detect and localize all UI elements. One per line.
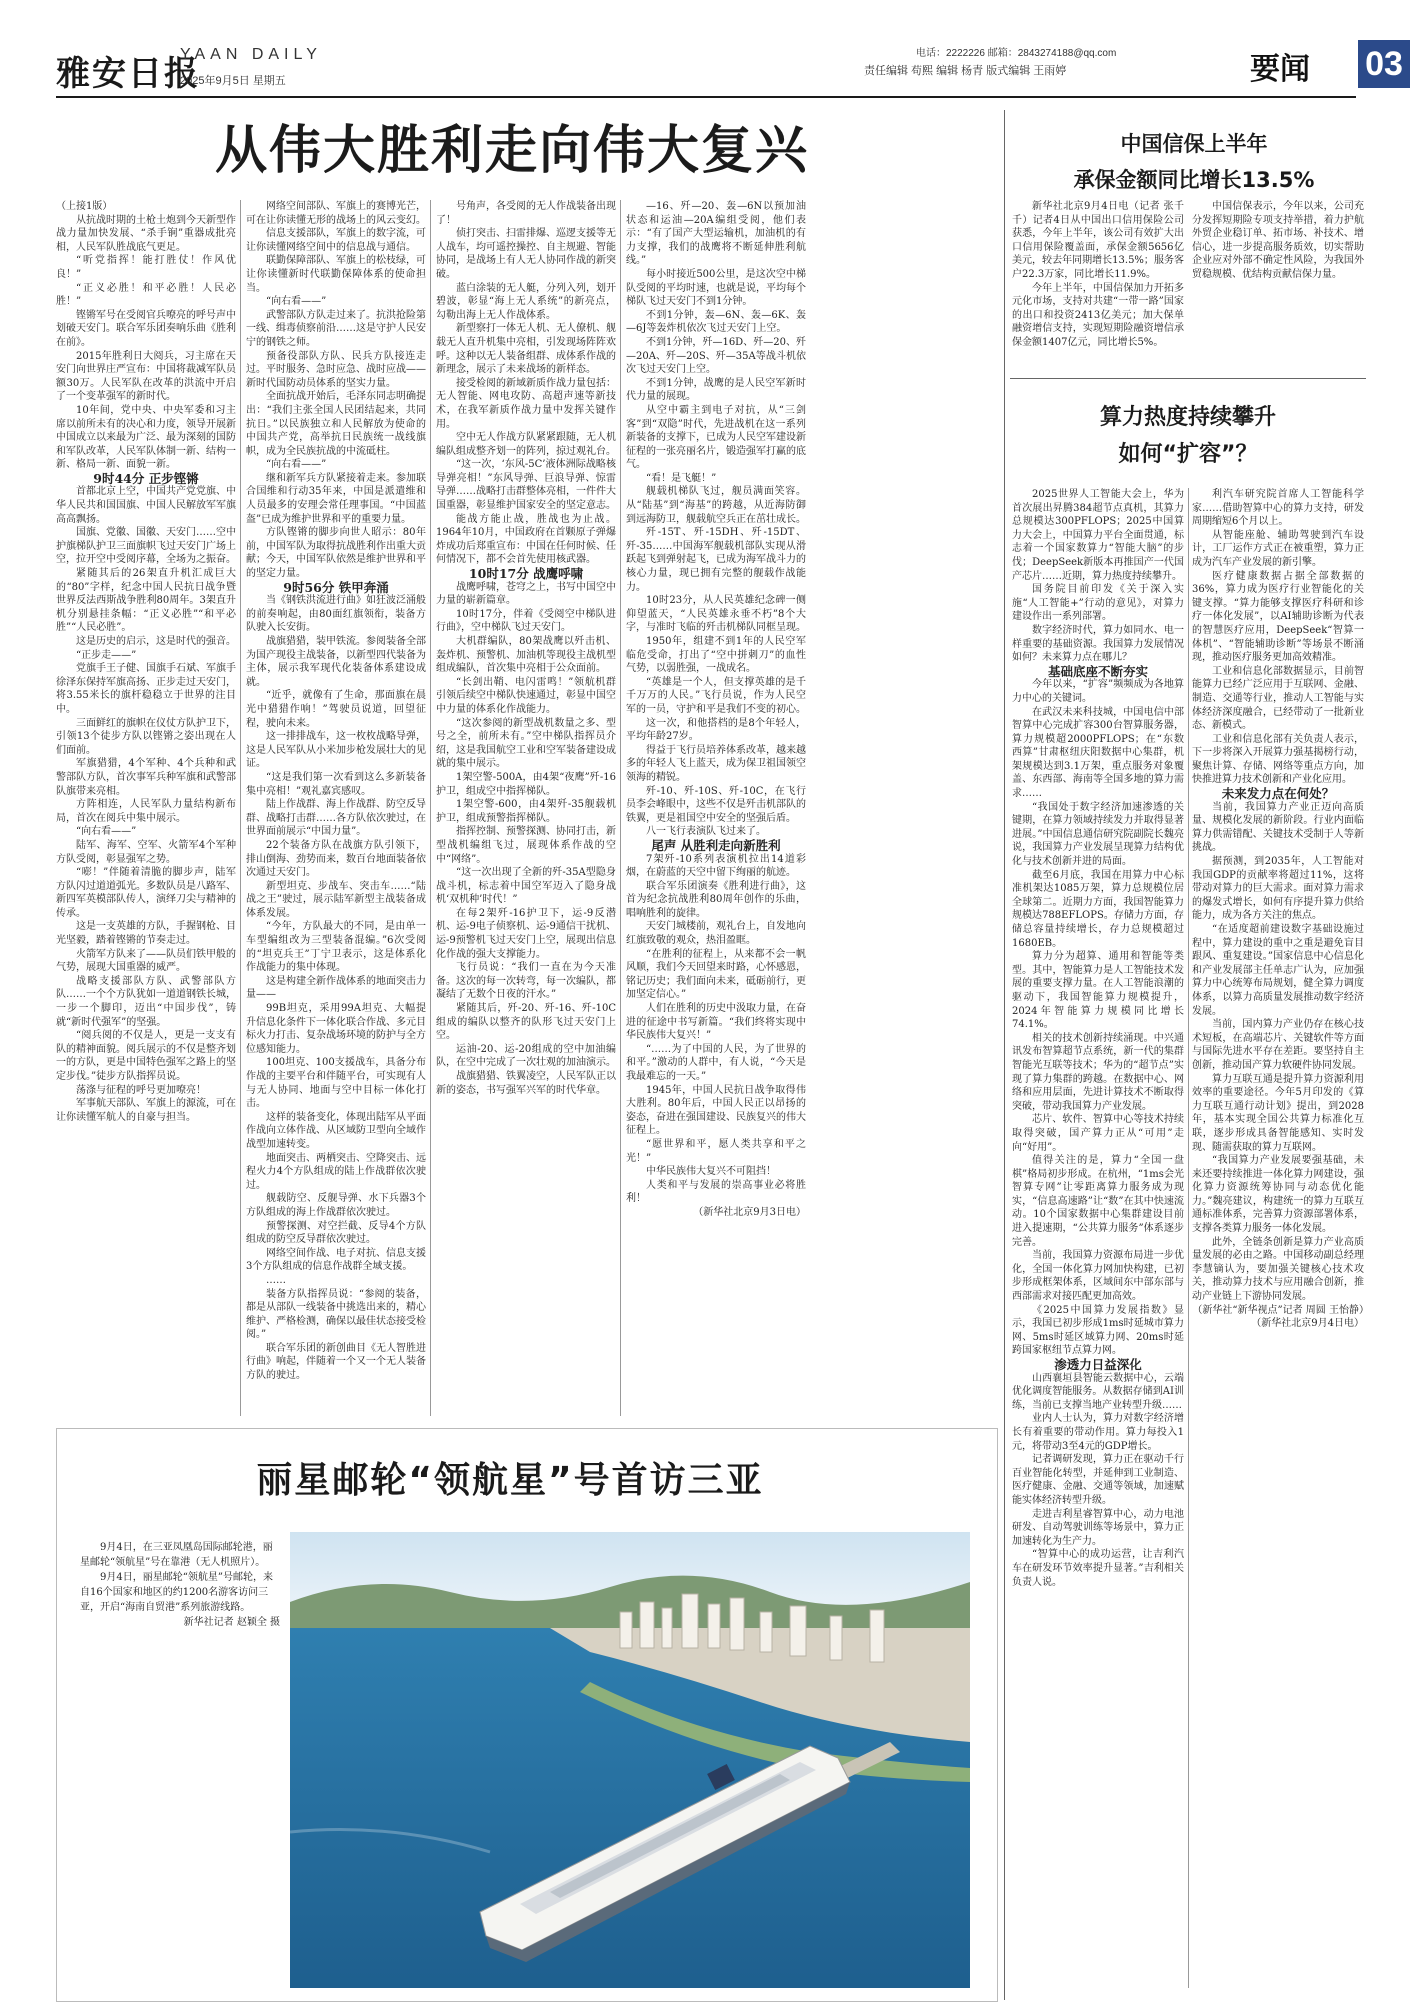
paragraph: 八一飞行表演队飞过来了。 xyxy=(646,826,766,838)
paragraph: 地面突击、两栖突击、空降突击、远程火力4个方队组成的陆上作战群依次驶过。 xyxy=(246,1152,426,1191)
paragraph: 值得关注的是，算力“全国一盘棋”格局初步形成。在杭州，“1ms会光智算专网”让零距离算力服务成为现实，“信息高速路”让“数”在其中快速流动。10个国家数据中心集群建设目前进入提速期，“公共算力服务”体系逐步完善。 xyxy=(1012,1155,1184,1248)
paragraph: 指挥控制、预警探测、协同打击，新型战机编组飞过，展现体系作战的空中“网络”。 xyxy=(436,826,616,865)
paragraph: “我国处于数字经济加速渗透的关键期，在算力领域持续发力并取得显著进展。”中国信息通信研究院副院长魏亮说，我国算力产业发展呈现算力结构优化与技术创新并进的局面。 xyxy=(1012,801,1184,868)
main-story-column-3 xyxy=(436,200,616,1416)
compute-story-column-2 xyxy=(1192,488,1364,1988)
paragraph: 三面鲜红的旗帜在仪仗方队护卫下，引领13个徒步方队以铿锵之姿出现在人们面前。 xyxy=(56,717,236,756)
compute-subhead-1: 基础底座不断夯实 xyxy=(1047,663,1148,679)
paragraph: “在胜利的征程上，从来都不会一帆风顺，我们今天回望来时路，心怀感恩，铭记历史；我们面向未来，砥砺前行，更加坚定信心。” xyxy=(626,948,806,1001)
paragraph: 工业和信息化部有关负责人表示，下一步将深入开展算力强基揭榜行动，聚焦计算、存储、网络等重点方向，加快推进算力技术创新和产业化应用。 xyxy=(1192,733,1364,786)
paragraph: 10时17分，伴着《受阅空中梯队进行曲》，空中梯队飞过天安门。 xyxy=(436,608,616,634)
subhead-2: 9时56分 铁甲奔涌 xyxy=(283,579,389,595)
paragraph: 舰载防空、反舰导弹、水下兵器3个方队组成的海上作战群依次驶过。 xyxy=(246,1193,426,1218)
col2-paragraphs xyxy=(246,200,426,581)
insurance-paragraphs-b xyxy=(1192,200,1364,282)
paragraph: 100坦克、100支援战车，具备分布作战的主要平台和伴随平台，可实现有人与无人协同、地面与空中目标一体化打击。 xyxy=(246,1057,426,1110)
paragraph: 99B坦克，采用99A坦克、大幅提升信息化条件下一体化联合作战、多元目标火力打击、复杂战场环境的防护与全方位感知能力。 xyxy=(246,1003,426,1055)
paragraph: 在每2架歼-16护卫下，运-9反潜机、运-9电子侦察机、运-9通信干扰机、运-9预警机飞过天安门上空，展现出信息化作战的强大支撑能力。 xyxy=(436,907,616,960)
insurance-paragraphs-a xyxy=(1012,200,1184,350)
col1-paragraphs xyxy=(56,214,236,472)
paragraph: 1950年，组建不到1年的人民空军临危受命，打出了“空中拼刺刀”的血性气势，以弱胜强，一战成名。 xyxy=(626,636,806,675)
paragraph: “……为了中国的人民，为了世界的和平。”激动的人群中，有人说，“今天是我最难忘的一天。” xyxy=(626,1043,806,1082)
paragraph: 歼-15T、歼-15DH、歼-15DT、歼-35……中国海军舰载机部队实现从滑跃起飞到弹射起飞，已成为海军战斗力的核心力量，现已拥有完整的舰载作战能力。 xyxy=(626,527,806,593)
paragraph: 业内人士认为，算力对数字经济增长有着重要的带动作用。算力每投入1元，将带动3至4元的GDP增长。 xyxy=(1012,1413,1184,1452)
paragraph: 紧随其后，歼-20、歼-16、歼-10C组成的编队以整齐的队形飞过天安门上空。 xyxy=(436,1003,616,1042)
paragraph: 中华民族伟大复兴不可阻挡！ xyxy=(646,1166,776,1178)
paragraph: “近乎，就像有了生命，那面旗在晨光中猎猎作响！”驾驶员说道，回望征程，驶向未来。 xyxy=(246,690,426,729)
section-rule-horizontal xyxy=(1010,378,1366,379)
paragraph: 这是历史的启示，这是时代的强音。 xyxy=(76,636,236,647)
main-headline: 从伟大胜利走向伟大复兴 xyxy=(214,121,809,181)
paragraph: 7架歼-10系列表演机拉出14道彩烟，在蔚蓝的天空中留下绚丽的航迹。 xyxy=(626,853,806,879)
paragraph: 从空中霸主到电子对抗，从“三剑客”到“双隐”时代，先进战机在这一系列新装备的支撑下，已成为人民空军建设新征程的一张亮丽名片，锻造强军打赢的底气。 xyxy=(626,404,806,471)
col1-paragraphs-b xyxy=(56,485,236,1124)
paragraph: “正步走——” xyxy=(76,649,137,661)
paragraph: 工业和信息化部数据显示，目前智能算力已经广泛应用于互联网、金融、制造、交通等行业，推动人工智能与实体经济深度融合，已经带动了一批新业态、新模式。 xyxy=(1192,665,1364,732)
column-rule xyxy=(1188,488,1189,1988)
paragraph: “我国算力产业发展要强基础，未来还要持续推进一体化算力网建设，强化算力资源统筹协同与动态优化能力。”魏亮建议，构建统一的算力互联互通标准体系，完善算力资源部署体系，支撑各类算力服务一体化发展。 xyxy=(1192,1155,1364,1235)
page-number-badge: 03 xyxy=(1358,40,1410,88)
paragraph: 新华社北京9月4日电（记者 张千千）记者4日从中国出口信用保险公司获悉，今年上半年，该公司有效扩大出口信用保险覆盖面，承保金额5656亿美元，较去年同期增长13.5%；服务客户22.3万家，同比增长11.9%。 xyxy=(1012,201,1184,280)
compute-paragraphs-a xyxy=(1012,488,1184,665)
column-rule xyxy=(620,200,621,1416)
paragraph: 铿锵军号在受阅官兵嘹亮的呼号声中划破天安门。联合军乐团奏响乐曲《胜利在前》。 xyxy=(56,309,236,348)
compute-paragraphs-b xyxy=(1192,488,1364,787)
paragraph: 此外，全链条创新是算力产业高质量发展的必由之路。中国移动副总经理李慧镝认为，要加强关键核心技术攻关，推动算力技术与应用融合创新，推动产业链上下游协同发展。 xyxy=(1192,1236,1364,1303)
paragraph: “看！是飞艇！” xyxy=(646,472,717,484)
compute-story-column-1 xyxy=(1012,488,1184,1988)
cruise-ship-photo xyxy=(290,1532,970,1988)
paragraph: 大机群编队，80架战鹰以歼击机、轰炸机、预警机、加油机等现役主战机型组成编队，首次集中亮相于公众面前。 xyxy=(436,636,616,675)
paragraph: 当前，我国算力产业正迈向高质量、规模化发展的新阶段。行业内面临算力供需错配、关键技术受制于人等新挑战。 xyxy=(1192,801,1364,854)
paragraph: “向右看——” xyxy=(76,826,137,838)
paragraph: 利汽车研究院首席人工智能科学家……借助智算中心的算力支持，研发周期缩短6个月以上。 xyxy=(1192,489,1364,528)
subhead-3: 10时17分 战鹰呼啸 xyxy=(468,566,584,582)
paragraph: 新型察打一体无人机、无人僚机、舰载无人直升机集中亮相，引发现场阵阵欢呼。这种以无人装备组群、成体系作战的新理念，展示了未来战场的新样态。 xyxy=(436,323,616,376)
paragraph: 不到1分钟，歼—16D、歼—20、歼—20A、歼—20S、歼—35A等战斗机依次飞过天安门上空。 xyxy=(626,336,806,376)
photo-story-headline: 丽星邮轮“领航星”号首访三亚 xyxy=(256,1460,764,1501)
compute-headline-line1: 算力热度持续攀升 xyxy=(1099,405,1276,430)
paragraph: 今年上半年，中国信保加力开拓多元化市场，支持对共建“一带一路”国家的出口和投资2413亿美元；加大保单融资增信支持，实现短期险融资增信承保金额1407亿元，同比增长5%。 xyxy=(1012,282,1184,348)
compute-subhead-2: 未来发力点在何处？ xyxy=(1221,786,1335,802)
paragraph: 10时23分，从人民英雄纪念碑一侧仰望蓝天，“人民英雄永垂不朽”8个大字，与准时飞临的歼击机梯队同框呈现。 xyxy=(626,595,806,634)
compute-dateline: （新华社“新华视点”记者 周圆 王怡静）（新华社北京9月4日电） xyxy=(1192,1304,1364,1330)
paragraph: 火箭军方队来了——队员们铁甲般的气势，展现大国重器的威严。 xyxy=(56,948,236,974)
paragraph: 截至6月底，我国在用算力中心标准机架达1085万架，算力总规模位居全球第二。近期力方面，我国智能算力规模达788EFLOPS。存储力方面，存储总容量持续增长，存力总规模超过1680EB。 xyxy=(1012,869,1184,949)
paragraph: 据预测，到2035年，人工智能对我国GDP的贡献率将超过11%，这将带动对算力的巨大需求。面对算力需求的爆发式增长，如何有序提升算力供给能力，成为各方关注的焦点。 xyxy=(1192,856,1364,922)
masthead-rule xyxy=(56,96,1356,98)
paragraph: 22个装备方队在战旗方队引领下，排山倒海、劲势而来，数百台地面装备依次通过天安门。 xyxy=(246,839,426,879)
main-story-column-4 xyxy=(626,200,806,1416)
paragraph: 算力分为超算、通用和智能等类型。其中，智能算力是人工智能技术发展的重要支撑力量。在人工智能浪潮的驱动下，我国智能算力规模提升，2024年智能算力规模同比增长74.1%。 xyxy=(1012,951,1184,1031)
paragraph: 舰载机梯队飞过，舰员满面笑容。从“陆基”到“海基”的跨越，从近海防御到远海防卫，舰载航空兵正在茁壮成长。 xyxy=(626,486,806,525)
paragraph: …… xyxy=(266,1274,286,1286)
col3-paragraphs xyxy=(436,200,616,567)
compute-headline xyxy=(1012,400,1364,468)
paragraph: 全面抗战开始后，毛泽东同志明确提出：“我们主张全国人民团结起来，共同抗日。”以民族独立和人民解放为使命的中国共产党，高举抗日民族统一战线旗帜，成为全民族抗战的中流砥柱。 xyxy=(246,391,426,457)
paragraph: 联合军乐团的新创曲目《无人智胜进行曲》响起，伴随着一个又一个无人装备方队的驶过。 xyxy=(246,1342,426,1382)
paragraph: 不到1分钟，战鹰的是人民空军新时代力量的展现。 xyxy=(626,377,806,403)
compute-paragraphs-a-b xyxy=(1012,678,1184,1358)
paragraph: 侦打突击、扫雷排爆、巡逻支援等无人战车，均可遥控操控、自主规避、智能协同，是战场上有人无人协同作战的新突破。 xyxy=(436,228,616,280)
paragraph: 当前，国内算力产业仍存在核心技术短板，在高端芯片、关键软件等方面与国际先进水平存在差距。要坚持自主创新，推动国产算力软硬件协同发展。 xyxy=(1192,1019,1364,1071)
paragraph: 今年以来，“扩容”频频成为各地算力中心的关键词。 xyxy=(1012,679,1184,704)
compute-paragraphs-b-b xyxy=(1192,801,1364,1304)
paragraph: 这样的装备变化，体现出陆军从平面作战向立体作战、从区域防卫型向全域作战型加速转变。 xyxy=(246,1111,426,1150)
paragraph: 从智能座舱、辅助驾驶到汽车设计，工厂运作方式正在被重塑，算力正成为汽车产业发展的新引擎。 xyxy=(1192,529,1364,568)
paragraph: 信息支援部队，军旗上的数字流，可让你读懂网络空间中的信息战与通信。 xyxy=(246,228,426,253)
paragraph: 战旗猎猎、铁翼凌空，人民军队正以新的姿态，书写强军兴军的时代华章。 xyxy=(436,1071,616,1096)
photo-credit: 新华社记者 赵颖全 摄 xyxy=(183,1617,280,1628)
subhead-4: 尾声 从胜利走向新胜利 xyxy=(651,837,781,853)
compute-subhead-3: 渗透力日益深化 xyxy=(1054,1357,1142,1372)
insurance-story-column-2 xyxy=(1192,200,1364,366)
paragraph: “这是我们第一次看到这么多新装备集中亮相！”观礼嘉宾感叹。 xyxy=(246,771,426,797)
paragraph: 这是一支英雄的方队，手握钢枪、目光坚毅，踏着铿锵的节奏走过。 xyxy=(56,921,236,947)
paragraph: 这是构建全新作战体系的地面突击力量—— xyxy=(246,975,426,1001)
paragraph: “嘭！”伴随着清脆的脚步声，陆军方队闪过道道弧光。多数队员是八路军、新四军英模部队传人，演绎刀尖与精神的传承。 xyxy=(56,867,236,919)
col4-paragraphs xyxy=(626,200,806,839)
paragraph: “在适度超前建设数字基础设施过程中，算力建设的重中之重是避免盲目跟风、重复建设。”国家信息中心信息化和产业发展部主任单志广认为，应加强算力中心统筹布局规划，健全算力调度体系，以算力高质量发展推动数字经济发展。 xyxy=(1192,924,1364,1017)
paragraph: 国旗、党徽、国徽、天安门……空中护旗梯队护卫三面旗帜飞过天安门广场上空，拉开空中受阅序幕，全场为之振奋。 xyxy=(56,527,236,566)
paragraph: 新型坦克、步战车、突击车……“陆战之王”驶过，展示陆军新型主战装备成体系发展。 xyxy=(246,880,426,919)
paragraph: 人类和平与发展的崇高事业必将胜利！ xyxy=(626,1179,806,1205)
paragraph: “阅兵阅的不仅是人，更是一支支有队的精神面貌。阅兵展示的不仅是整齐划一的方队，更是中国特色强军之路上的坚定步伐。”徒步方队指挥员说。 xyxy=(56,1030,236,1082)
photo-caption-2: 9月4日，丽星邮轮“领航星”号邮轮，来自16个国家和地区的约1200名游客访问三亚，开启“海南自贸港”系列旅游线路。 xyxy=(80,1572,273,1613)
lead-tag: （上接1版） xyxy=(56,201,113,212)
paragraph: 继和新军兵方队紧接着走来。参加联合国维和行动35年来，中国是派遣维和人员最多的安理会常任理事国。“中国蓝盔”已成为维护世界和平的重要力量。 xyxy=(246,472,426,525)
paragraph: 歼-10、歼-10S、歼-10C，在飞行员李会峰眼中，这些不仅是歼击机部队的铁翼，更是祖国空中安全的坚强后盾。 xyxy=(626,785,806,824)
paragraph: 医疗健康数据占据全部数据的36%，算力成为医疗行业智能化的关键支撑。“算力能够支撑医疗科研和诊疗一体化发展”，以AI辅助诊断为代表的智慧医疗应用，DeepSeek“智算一体机”、“智能辅助诊断”等场景不断涌现，推动医疗服务更加高效精准。 xyxy=(1192,570,1364,664)
paragraph: “今年，方队最大的不同，是由单一车型编组改为三型装备混编。”6次受阅的“坦克兵王”丁宁卫表示，这是体系化作战能力的集中体现。 xyxy=(246,921,426,974)
paragraph: 在武汉未来科技城，中国电信中部智算中心完成扩容300台智算服务器，算力规模超2000PFLOPS；在“东数西算”甘肃枢纽庆阳数据中心集群，机架规模达到3.1万架，重点服务对象覆盖、东西部、海南等全国多地的算力需求…… xyxy=(1012,706,1184,800)
paragraph: 山西襄垣县智能云数据中心，云端优化调度智能服务。从数据存储到AI训练，当前已支撑当地产业转型升级…… xyxy=(1012,1372,1184,1411)
paragraph: 1架空警-500A，由4架“夜鹰”歼-16护卫，组成空中指挥梯队。 xyxy=(436,771,616,797)
paragraph: 中国信保表示，今年以来，公司充分发挥短期险专项支持举措，着力护航外贸企业稳订单、拓市场、补技术、增信心，进一步提高服务质效，切实帮助企业应对外部不确定性风险，为我国外贸稳规模、优结构贡献信保力量。 xyxy=(1192,201,1364,280)
paragraph: 当《钢铁洪流进行曲》如狂波泛涌般的前奏响起，由80面红旗领衔，装备方队驶入长安街。 xyxy=(246,595,426,634)
masthead-english-name: YAAN DAILY xyxy=(180,46,322,63)
paragraph: “智算中心的成功运营，让吉利汽车在研发环节效率提升显著。”吉利相关负责人说。 xyxy=(1012,1549,1184,1588)
paragraph: 网络空间部队、军旗上的赛博光芒，可在让你读懂无形的战场上的风云变幻。 xyxy=(246,201,426,226)
paragraph: 1945年，中国人民抗日战争取得伟大胜利。80年后，中国人民正以昂扬的姿态，奋进在强国建设、民族复兴的伟大征程上。 xyxy=(626,1084,806,1137)
section-name: 要闻 xyxy=(1250,52,1310,87)
paragraph: 1架空警-600，由4架歼-35舰载机护卫，组成预警指挥梯队。 xyxy=(436,799,616,824)
contact-info: 电话：2222226 邮箱：2843274188@qq.com xyxy=(916,48,1117,59)
col3-paragraphs-b xyxy=(436,581,616,1098)
insurance-headline xyxy=(1024,128,1364,194)
paragraph: 2015年胜利日大阅兵，习主席在天安门向世界庄严宣布：中国将裁减军队员额30万。人民军队在改革的洪流中开启了一个变革强军的新时代。 xyxy=(56,350,236,403)
editor-credits: 责任编辑 苟熙 编辑 杨青 版式编辑 王雨婷 xyxy=(864,65,1067,77)
paragraph: 战鹰呼啸，苍穹之上，书写中国空中力量的崭新篇章。 xyxy=(436,581,616,607)
paragraph: 方队铿锵的脚步向世人昭示：80年前，中国军队为取得抗战胜利作出重大贡献；今天，中国军队依然是维护世界和平的坚定力量。 xyxy=(246,527,426,580)
paragraph: 战旗猎猎，装甲铁流。参阅装备全部为国产现役主战装备，以新型四代装备为主体，展示我军现代化装备体系建设成就。 xyxy=(246,636,426,688)
paragraph: 首都北京上空，中国共产党党旗、中华人民共和国国旗、中国人民解放军军旗高高飘扬。 xyxy=(56,486,236,525)
paragraph: 天安门城楼前，观礼台上，自发地向红旗致敬的观众，热泪盈眶。 xyxy=(626,921,806,947)
column-rule xyxy=(430,200,431,1416)
paragraph: 这一排排战车，这一枚枚战略导弹，这是人民军队从小米加步枪发展壮大的见证。 xyxy=(246,731,426,770)
paragraph: 每小时接近500公里，是这次空中梯队受阅的平均时速，也就是说，平均每个梯队飞过天安门不到1分钟。 xyxy=(626,268,806,308)
paragraph: 数字经济时代，算力如同水、电一样重要的基础资源。我国算力发展情况如何？未来算力点在哪儿？ xyxy=(1012,624,1184,664)
photo-caption xyxy=(80,1540,280,1630)
column-rule xyxy=(240,200,241,1416)
paragraph: “长剑出鞘、电闪雷鸣！”领航机群引领后续空中梯队快速通过，彰显中国空中力量的体系化作战能力。 xyxy=(436,676,616,715)
paragraph: 陆上作战群、海上作战群、防空反导群、战略打击群……各方队依次驶过，在世界面前展示“中国力量”。 xyxy=(246,799,426,838)
publication-date: 2025年9月5日 星期五 xyxy=(180,75,286,87)
paragraph: 党旗手王子健、国旗手石斌、军旗手徐泽东保持军旗高扬、正步走过天安门，将3.55米长的旗杆稳稳立于世界的注目中。 xyxy=(56,663,236,715)
paragraph: 紧随其后的26架直升机汇成巨大的“80”字样，纪念中国人民抗日战争暨世界反法西斯战争胜利80周年。3架直升机分别悬挂条幅：“正义必胜”“和平必胜”“人民必胜”。 xyxy=(56,568,236,634)
paragraph: 蓝白涂装的无人艇，分列入列，划开碧波，彰显“海上无人系统”的新亮点，勾勒出海上无人作战体系。 xyxy=(436,282,616,321)
subhead-1: 9时44分 正步铿锵 xyxy=(93,470,199,486)
main-story-column-2 xyxy=(246,200,426,1416)
paragraph: 算力互联互通是提升算力资源利用效率的重要途径。今年5月印发的《算力互联互通行动计划》提出，到2028年，基本实现全国公共算力标准化互联，逐步形成具备智能感知、实时发现、随需获取的算力互联网。 xyxy=(1192,1073,1364,1153)
paragraph: 空中无人作战方队紧紧跟随，无人机编队组成整齐划一的阵列，掠过观礼台。 xyxy=(436,432,616,457)
paragraph: 当前，我国算力资源布局进一步优化，全国一体化算力网加快构建，已初步形成框架体系，区域间东中部东部与西部需求对接匹配更加高效。 xyxy=(1012,1250,1184,1303)
paragraph: 飞行员说：“我们一直在为今天准备。这次的每一次转弯，每一次编队，都凝结了无数个日夜的汗水。” xyxy=(436,962,616,1001)
paragraph: “向右看——” xyxy=(266,296,327,308)
col4-paragraphs-b xyxy=(626,853,806,1206)
paragraph: 《2025中国算力发展指数》显示，我国已初步形成1ms时延城市算力网、5ms时延区域算力网、20ms时延跨国家枢纽节点算力网。 xyxy=(1012,1304,1184,1357)
main-story-column-1 xyxy=(56,200,236,1416)
paragraph: 军旗猎猎，4个军种、4个兵种和武警部队方队，首次事军兵种军旗和武警部队旗带来亮相。 xyxy=(56,758,236,797)
paragraph: 10年间，党中央、中央军委和习主席以前所未有的决心和力度，领导开展新中国成立以来最为广泛、最为深刻的国防和军队改革，人民军队体制一新、结构一新、格局一新、面貌一新。 xyxy=(56,404,236,471)
paragraph: 联合军乐团演奏《胜利进行曲》，这首为纪念抗战胜利80周年创作的乐曲，唱响胜利的旋律。 xyxy=(626,880,806,919)
paragraph: 从抗战时期的土枪土炮到今天新型作战力量加快发展、“杀手锏”重器成批亮相，人民军队胜战底气更足。 xyxy=(56,214,236,253)
paragraph: 战略支援部队方队、武警部队方队……一个个方队犹如一道道钢铁长城，一步一个脚印，迈出“中国步伐”，铸就“新时代强军”的坚强。 xyxy=(56,975,236,1028)
paragraph: 军事航天部队、军旗上的源流，可在让你读懂军航人的自豪与担当。 xyxy=(56,1098,236,1123)
paragraph: 相关的技术创新持续涌现。中兴通讯发布智算超节点系统，新一代的集群智能光互联等技术；华为的“超节点”实现了算力集群的跨越。在数据中心、网络和应用层面，先进计算技术不断取得突破，带动我国算力产业发展。 xyxy=(1012,1032,1184,1112)
paragraph: “这一次出现了全新的歼-35A型隐身战斗机，标志着中国空军迈入了隐身战机‘双机种’时代！” xyxy=(436,867,616,906)
paragraph: 不到1分钟，轰—6N、轰—6K、轰—6J等轰炸机依次飞过天安门上空。 xyxy=(626,309,806,335)
paragraph: 能战方能止战，胜战也为止战。1964年10月，中国政府在首颗原子弹爆炸成功后郑重宣布：中国在任何时候、任何情况下，都不会首先使用核武器。 xyxy=(436,513,616,566)
masthead xyxy=(56,40,1403,94)
paragraph: 荡涤与征程的呼号更加嘹亮！ xyxy=(76,1084,206,1096)
paragraph: “向右看——” xyxy=(266,459,327,471)
paragraph: 联勤保障部队、军旗上的松枝绿，可让你读懂新时代联勤保障体系的使命担当。 xyxy=(246,255,426,294)
masthead-logo: 雅安日报 xyxy=(56,54,200,94)
paragraph: 接受检阅的新域新质作战力量包括：无人智能、网电攻防、高超声速等新技术，在我军新质作战力量中发挥关键作用。 xyxy=(436,377,616,430)
insurance-headline-line2: 承保金额同比增长13.5% xyxy=(1073,168,1315,192)
paragraph: “听党指挥！能打胜仗！作风优良！” xyxy=(56,255,236,280)
compute-headline-line2: 如何“扩容”？ xyxy=(1118,442,1258,467)
insurance-story-column-1 xyxy=(1012,200,1184,366)
paragraph: 武警部队方队走过来了。抗洪抢险第一线、缉毒侦察前沿……这是守护人民安宁的钢铁之师。 xyxy=(246,309,426,348)
paragraph: 得益于飞行员培养体系改革，越来越多的年轻人飞上蓝天，成为保卫祖国领空领海的精锐。 xyxy=(626,744,806,783)
paragraph: 陆军、海军、空军、火箭军4个军种方队受阅，彰显强军之势。 xyxy=(56,839,236,865)
paragraph: 国务院目前印发《关于深入实施“人工智能+”行动的意见》，对算力建设作出一系列部署。 xyxy=(1012,584,1184,623)
paragraph: 装备方队指挥员说：“参阅的装备，都是从部队一线装备中挑选出来的，精心维护、严格检测，确保以最佳状态接受检阅。” xyxy=(246,1288,426,1341)
paragraph: 走进吉利星睿智算中心，动力电池研发、自动驾驶训练等场景中，算力正加速转化为生产力。 xyxy=(1012,1508,1184,1547)
paragraph: “英雄是一个人，但支撑英雄的是千千万万的人民。”飞行员说，作为人民空军的一员，守护和平是我们不变的初心。 xyxy=(626,676,806,715)
paragraph: “愿世界和平，愿人类共享和平之光！” xyxy=(626,1138,806,1164)
col2-paragraphs-b xyxy=(246,594,426,1382)
section-rule xyxy=(1004,110,1005,2000)
paragraph: 记者调研发现，算力正在驱动千行百业智能化转型，并延伸到工业制造、医疗健康、金融、交通等领域，加速赋能实体经济转型升级。 xyxy=(1012,1454,1184,1506)
paragraph: 人们在胜利的历史中汲取力量，在奋进的征途中书写新篇。“我们终将实现中华民族伟大复兴！” xyxy=(626,1003,806,1042)
paragraph: “这一次，‘东风-5C’液体洲际战略核导弹亮相！”东风导弹、巨浪导弹、惊雷导弹……战略打击群整体亮相，一件件大国重器，彰显维护国家安全的坚定意志。 xyxy=(436,459,616,512)
main-story-dateline: （新华社北京9月3日电） xyxy=(693,1206,806,1218)
insurance-headline-line1: 中国信保上半年 xyxy=(1120,132,1268,156)
paragraph: 网络空间作战、电子对抗、信息支援3个方队组成的信息作战群全域支援。 xyxy=(246,1247,426,1273)
paragraph: 运油-20、运-20组成的空中加油编队，在空中完成了一次壮观的加油演示。 xyxy=(436,1043,616,1069)
paragraph: “正义必胜！和平必胜！人民必胜！” xyxy=(56,282,236,308)
paragraph: 号角声，各受阅的无人作战装备出现了！ xyxy=(436,201,616,226)
photo-caption-1: 9月4日，在三亚凤凰岛国际邮轮港，丽星邮轮“领航星”号在靠港（无人机照片）。 xyxy=(80,1542,273,1568)
cruise-ship-illustration xyxy=(290,1532,970,1988)
paragraph: 方阵相连，人民军队力量结构新布局，首次在阅兵中集中展示。 xyxy=(56,799,236,824)
paragraph: 预警探测、对空拦截、反导4个方队组成的防空反导群依次驶过。 xyxy=(246,1220,426,1246)
paragraph: 芯片、软件、智算中心等技术持续取得突破，国产算力正从“可用”走向“好用”。 xyxy=(1012,1114,1184,1153)
paragraph: 2025世界人工智能大会上，华为首次展出昇腾384超节点真机，其算力总规模达300PFLOPS；2025中国算力大会上，中国算力平台全面贯通，标志着一个国家数算力“智能大脑”的步伐；DeepSeek新版本再推国产一代国产芯片……近期，算力热度持续攀升。 xyxy=(1012,489,1184,582)
paragraph: 预备役部队方队、民兵方队接连走过。平时服务、急时应急、战时应战——新时代国防动员体系的坚实力量。 xyxy=(246,350,426,389)
paragraph: —16、歼—20、轰—6N以预加油状态和运油—20A编组受阅，他们表示：“有了国产大型运输机，加油机的有力支撑，我们的战鹰将不断延伸胜利航线。” xyxy=(626,201,806,267)
paragraph: 这一次，和他搭档的是8个年轻人，平均年龄27岁。 xyxy=(626,717,806,743)
paragraph: “这次参阅的新型战机数量之多、型号之全，前所未有。”空中梯队指挥员介绍，这是我国航空工业和空军装备建设成就的集中展示。 xyxy=(436,717,616,770)
compute-paragraphs-a-c xyxy=(1012,1372,1184,1590)
